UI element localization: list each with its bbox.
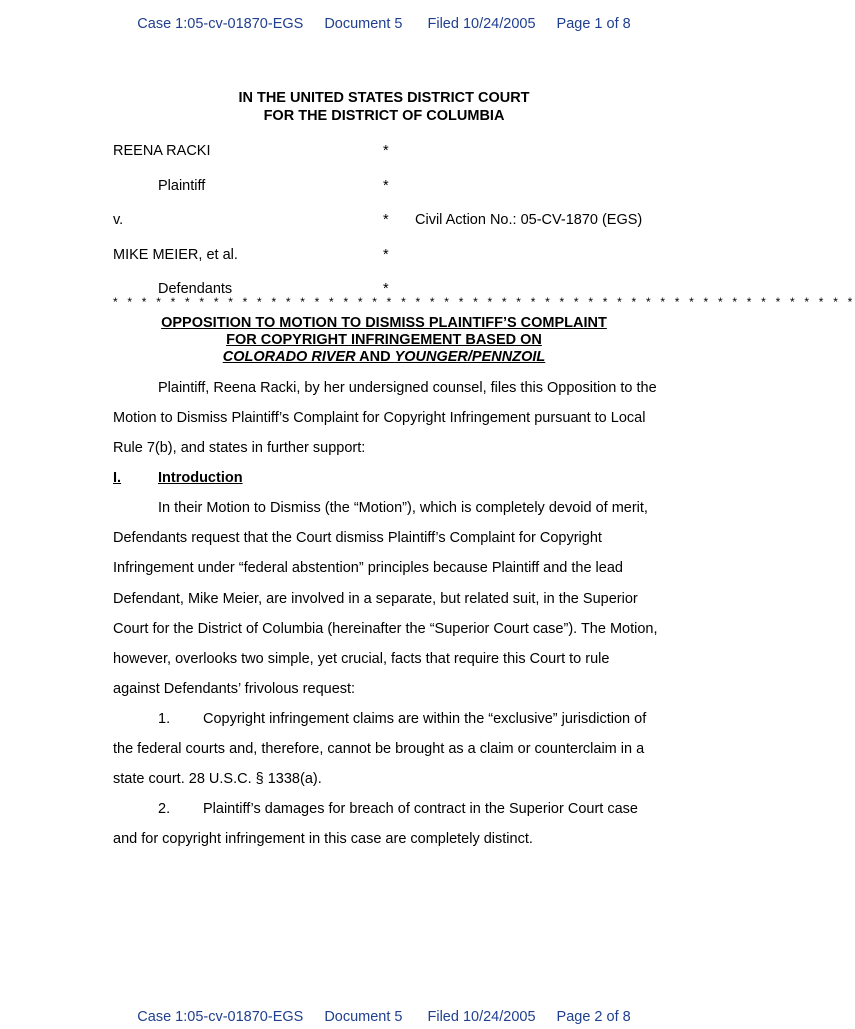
caption-star: *	[383, 281, 389, 297]
footer-page-number: Page 2 of 8	[556, 1009, 631, 1025]
document-title-line-3	[0, 349, 768, 366]
title-younger-pennzoil: YOUNGER/PENNZOIL	[394, 349, 546, 365]
list-item-text: Copyright infringement claims are within the “exclusive” jurisdiction of the federal courts and, therefore, cannot be brought as a claim or counterclaim in a state court. 28 U.S.C. § 1338(a).	[113, 711, 647, 788]
versus-label: v.	[113, 212, 124, 228]
civil-action-number: Civil Action No.: 05-CV-1870 (EGS)	[415, 212, 643, 228]
document-title-line-2: FOR COPYRIGHT INFRINGEMENT BASED ON	[226, 332, 542, 348]
page-footer-next-header	[0, 1009, 768, 1029]
document-title-line-1: OPPOSITION TO MOTION TO DISMISS PLAINTIFF’S COMPLAINT	[161, 315, 607, 331]
court-name-line-1: IN THE UNITED STATES DISTRICT COURT	[238, 90, 530, 106]
header-page-number: Page 1 of 8	[556, 16, 631, 32]
header-document: Document 5	[324, 16, 403, 32]
caption-star: *	[383, 178, 389, 194]
defendant-name: MIKE MEIER, et al.	[113, 247, 238, 263]
section-heading	[113, 468, 243, 488]
defendant-role: Defendants	[158, 281, 233, 297]
title-colorado-river: COLORADO RIVER	[222, 349, 356, 365]
list-item-number: 1.	[158, 711, 171, 727]
intro-paragraph-text: Plaintiff, Reena Racki, by her undersigned counsel, files this Opposition to the Motion to Dismiss Plaintiff’s Complaint for Copyright Infringement pursuant to Local Rule 7(b), and states in further support:	[113, 380, 657, 457]
introduction-paragraph	[113, 493, 658, 704]
list-item	[113, 704, 658, 795]
introduction-paragraph-text: In their Motion to Dismiss (the “Motion”), which is completely devoid of merit, Defendants request that the Court dismiss Plaintiff’s Complaint for Copyright Infringement under “federal abstention” principles because Plaintiff and the lead Defendant, Mike Meier, are involved in a separate, but related suit, in the Superior Court for the District of Columbia (hereinafter the “Superior Court case”). The Motion, however, overlooks two simple, yet crucial, facts that require this Court to rule against Defendants’ frivolous request:	[113, 500, 658, 698]
footer-case-number: Case 1:05-cv-01870-EGS	[137, 1009, 304, 1025]
caption-star: *	[383, 212, 389, 228]
title-and: AND	[355, 349, 395, 365]
caption-separator: * * * * * * * * * * * * * * * * * * * * * * * * * * * * * * * * * * * * * * * * * * * * * * * * * * * *	[113, 295, 855, 309]
footer-filed-date: Filed 10/24/2005	[427, 1009, 536, 1025]
plaintiff-name: REENA RACKI	[113, 143, 211, 159]
list-item	[113, 794, 658, 854]
footer-document: Document 5	[324, 1009, 403, 1025]
caption-star: *	[383, 247, 389, 263]
section-number: I.	[113, 470, 122, 486]
header-case-number: Case 1:05-cv-01870-EGS	[137, 16, 304, 32]
intro-paragraph	[113, 373, 658, 464]
section-title: Introduction	[158, 470, 243, 486]
court-name-line-2: FOR THE DISTRICT OF COLUMBIA	[263, 108, 505, 124]
list-item-text: Plaintiff’s damages for breach of contract in the Superior Court case and for copyright infringement in this case are completely distinct.	[113, 801, 638, 848]
header-filed-date: Filed 10/24/2005	[427, 16, 536, 32]
page-header	[0, 16, 768, 36]
plaintiff-role: Plaintiff	[158, 178, 206, 194]
list-item-number: 2.	[158, 801, 171, 817]
caption-star: *	[383, 143, 389, 159]
